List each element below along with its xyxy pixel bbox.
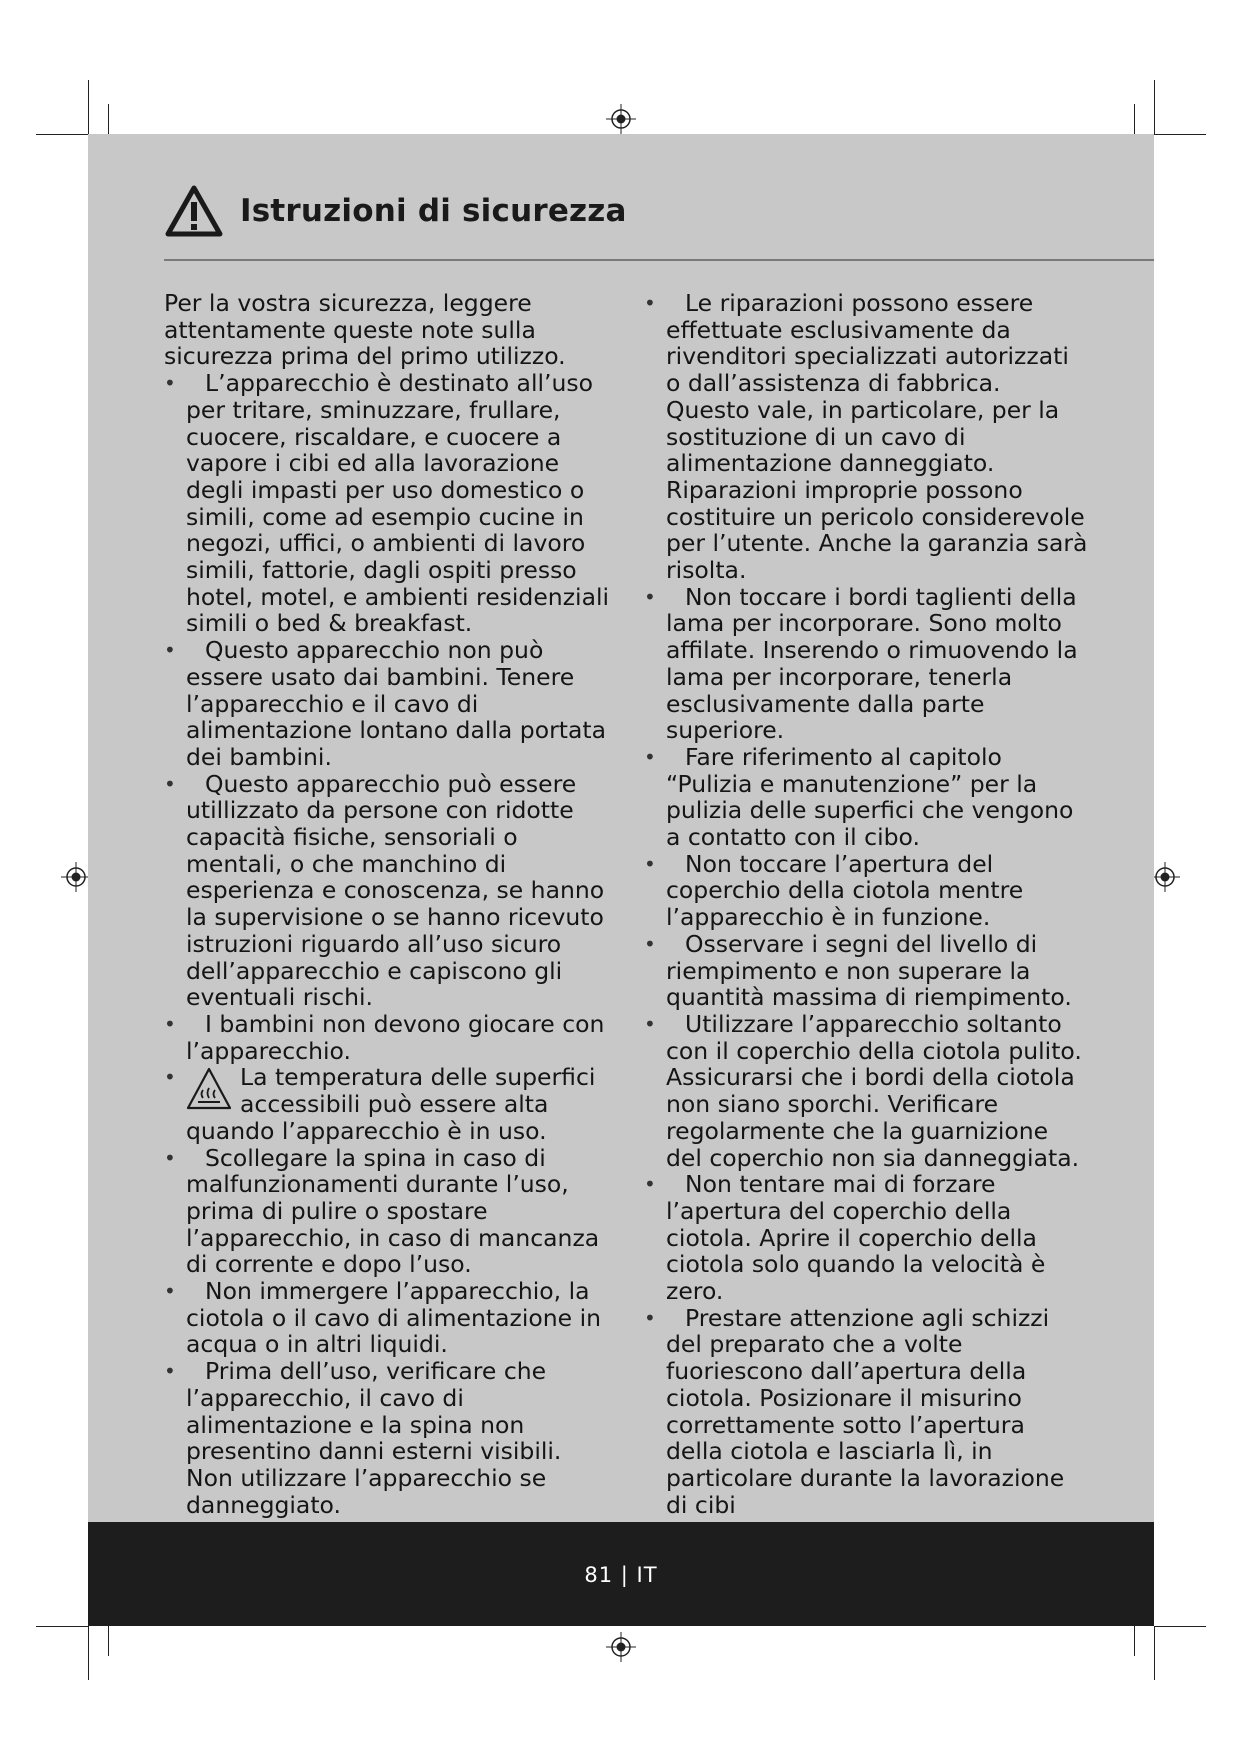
registration-mark-top-icon (606, 104, 636, 134)
crop-mark-top-left-h (36, 134, 88, 135)
crop-mark-top-right-v2 (1134, 104, 1135, 134)
crop-mark-bottom-right-h (1154, 1626, 1206, 1627)
crop-mark-bottom-right-v2 (1134, 1626, 1135, 1656)
list-item: • Questo apparecchio non può essere usato dai bambini. Tenere l’apparecchio e il cavo di alimentazione lontano dalla portata dei bambini. (164, 637, 614, 771)
list-item: • Non immergere l’apparecchio, la ciotola o il cavo di alimentazione in acqua o in altri liquidi. (164, 1278, 614, 1358)
left-bullet-list (164, 370, 614, 1518)
header-divider (164, 259, 1154, 261)
hot-surface-warning-icon (186, 1066, 232, 1112)
right-column (644, 290, 1089, 1518)
list-item-hot-surface: • La temperatura delle superfici accessibili può essere alta quando l’apparecchio è in uso. (164, 1064, 614, 1144)
warning-triangle-icon (164, 184, 224, 238)
registration-mark-bottom-icon (606, 1632, 636, 1662)
list-item: • Osservare i segni del livello di riempimento e non superare la quantità massima di riempimento. (644, 931, 1089, 1011)
crop-mark-bottom-left-h (36, 1626, 88, 1627)
crop-mark-top-left-v (88, 80, 89, 134)
crop-mark-bottom-right-v (1154, 1626, 1155, 1680)
left-column (164, 290, 614, 1518)
list-item: • Le riparazioni possono essere effettuate esclusivamente da rivenditori specializzati autorizzati o dall’assistenza di fabbrica. Questo vale, in particolare, per la sostituzione di un cavo di alimentazione danneggiato. Riparazioni improprie possono costituire un pericolo considerevole per l’utente. Anche la garanzia sarà risolta. (644, 290, 1089, 584)
list-item: • Fare riferimento al capitolo “Pulizia e manutenzione” per la pulizia delle superfici che vengono a contatto con il cibo. (644, 744, 1089, 851)
registration-mark-right-icon (1150, 862, 1180, 892)
registration-mark-left-icon (61, 862, 91, 892)
crop-mark-bottom-left-v2 (108, 1626, 109, 1656)
list-item: • Scollegare la spina in caso di malfunzionamenti durante l’uso, prima di pulire o spostare l’apparecchio, in caso di mancanza di corrente e dopo l’uso. (164, 1145, 614, 1279)
page-panel (88, 134, 1154, 1626)
page-number: 81 | IT (584, 1563, 658, 1587)
list-item: • Non tentare mai di forzare l’apertura del coperchio della ciotola. Aprire il coperchio della ciotola solo quando la velocità è zero. (644, 1171, 1089, 1305)
list-item: • L’apparecchio è destinato all’uso per tritare, sminuzzare, frullare, cuocere, riscaldare, e cuocere a vapore i cibi ed alla lavorazione degli impasti per uso domestico o simili, come ad esempio cucine in negozi, uffici, o ambienti di lavoro simili, fattorie, dagli ospiti presso hotel, motel, e ambienti residenziali simili o bed & breakfast. (164, 370, 614, 637)
section-header (164, 182, 1124, 240)
list-item: • Non toccare i bordi taglienti della lama per incorporare. Sono molto affilate. Inserendo o rimuovendo la lama per incorporare, tenerla esclusivamente dalla parte superiore. (644, 584, 1089, 744)
crop-mark-bottom-left-v (88, 1626, 89, 1680)
right-bullet-list (644, 290, 1089, 1518)
list-item: • I bambini non devono giocare con l’apparecchio. (164, 1011, 614, 1064)
list-item: • Prima dell’uso, verificare che l’apparecchio, il cavo di alimentazione e la spina non presentino danni esterni visibili. Non utilizzare l’apparecchio se danneggiato. (164, 1358, 614, 1518)
crop-mark-top-right-v (1154, 80, 1155, 134)
list-item: • Non toccare l’apertura del coperchio della ciotola mentre l’apparecchio è in funzione. (644, 851, 1089, 931)
list-item: • Prestare attenzione agli schizzi del preparato che a volte fuoriescono dall’apertura della ciotola. Posizionare il misurino correttamente sotto l’apertura della ciotola e lasciarla lì, in particolare durante la lavorazione di cibi (644, 1305, 1089, 1519)
footer-bar (88, 1522, 1154, 1626)
crop-mark-top-right-h (1154, 134, 1206, 135)
list-item: • Questo apparecchio può essere utillizzato da persone con ridotte capacità fisiche, sensoriali o mentali, o che manchino di esperienza e conoscenza, se hanno la supervisione o se hanno ricevuto istruzioni riguardo all’uso sicuro dell’apparecchio e capiscono gli eventuali rischi. (164, 771, 614, 1011)
page-title: Istruzioni di sicurezza (240, 193, 627, 229)
intro-paragraph: Per la vostra sicurezza, leggere attentamente queste note sulla sicurezza prima del primo utilizzo. (164, 289, 566, 371)
list-item: • Utilizzare l’apparecchio soltanto con il coperchio della ciotola pulito. Assicurarsi che i bordi della ciotola non siano sporchi. Verificare regolarmente che la guarnizione del coperchio non sia danneggiata. (644, 1011, 1089, 1171)
crop-mark-top-left-v2 (108, 104, 109, 134)
